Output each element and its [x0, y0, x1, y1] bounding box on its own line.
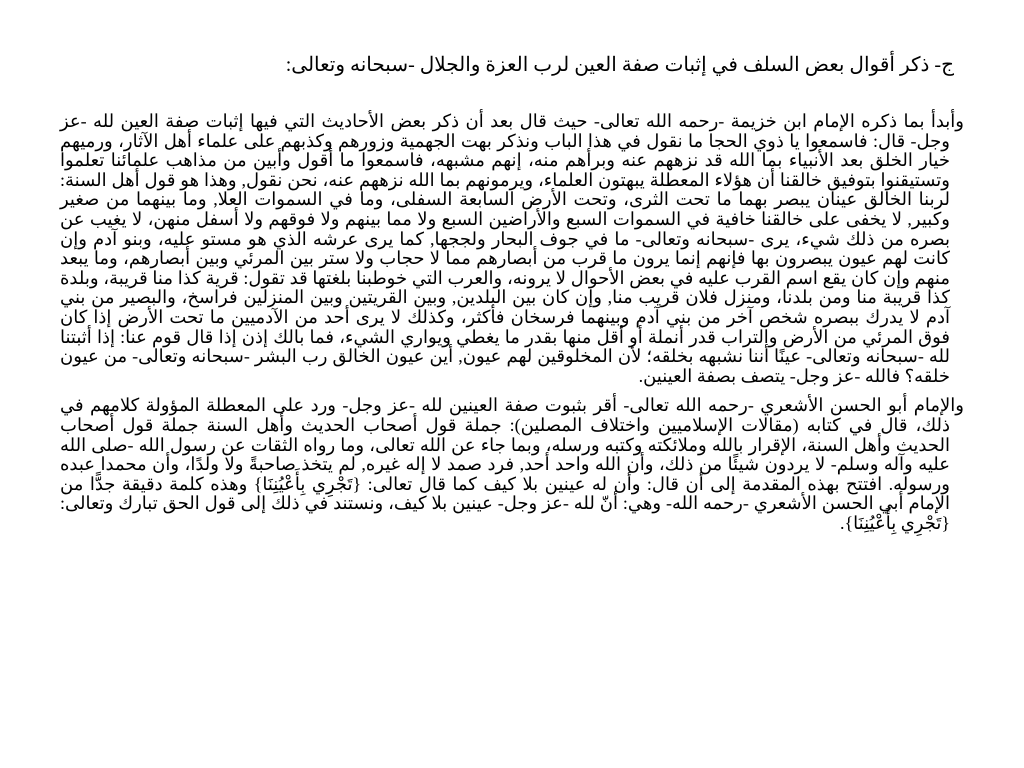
paragraph-al-ashari: والإمام أبو الحسن الأشعري -رحمه الله تعالى- أقر بثبوت صفة العينين لله -عز وجل- ورد على المعطلة المؤولة كلامهم في ذلك، قال في كتابه (مقالات الإسلاميين واختلاف المصلين): جملة قول أصحاب الحديث وأهل السنة جملة قول أصحاب الحديث وأهل السنة، الإقرار بالله وملائكته وكتبه ورسله، وبما جاء عن الله تعالى، وما رواه الثقات عن رسول الله -صلى الله عليه وآله وسلم- لا يردون شيئًا من ذلك، وأن الله واحد أحد, فرد صمد لا إله غيره, لم يتخذ صاحبةً ولا ولدًا، وأن محمدا عبده ورسوله. افتتح بهذه المقدمة إلى أن قال: وأن له عينين بلا كيف كما قال تعالى: {تَجْرِي بِأَعْيُنِنَا} وهذه كلمة دقيقة جدًّا من الإمام أبي الحسن الأشعري -رحمه الله- وهي: أنّ لله -عز وجل- عينين بلا كيف، ونستند في ذلك إلى قول الحق تبارك وتعالى: {تَجْرِي بِأَعْيُنِنَا}. [60, 395, 964, 533]
document-page [60, 0, 964, 768]
section-heading: ج- ذكر أقوال بعض السلف في إثبات صفة العين لرب العزة والجلال -سبحانه وتعالى: [285, 54, 954, 76]
paragraph-ibn-khuzaymah: وأبدأ بما ذكره الإمام ابن خزيمة -رحمه الله تعالى- حيث قال بعد أن ذكر بعض الأحاديث التي فيها إثبات صفة العين لله -عز وجل- قال: فاسمعوا يا ذوي الحجا ما نقول في هذا الباب ونذكر بهت الجهمية وزورهم وكذبهم على علماء أهل الآثار، ورميهم خيار الخلق بعد الأنبياء بما الله قد نزههم عنه وبرأهم منه، إنهم مشبهه، فاسمعوا ما أقول وأبين من مذاهب علمائنا تعلموا وتستيقنوا بتوفيق خالقنا أن هؤلاء المعطلة يبهتون العلماء، ويرمونهم بما الله نزههم عنه، نحن نقول, وهذا هو قول أهل السنة: لربنا الخالق عينان يبصر بهما ما تحت الثرى، وتحت الأرض السابعة السفلى، وما في السموات العلا, وما بينهما من صغير وكبير, لا يخفى على خالقنا خافية في السموات السبع والأراضين السبع ولا مما بينهم ولا فوقهم ولا أسفل منهن، لا يغيب عن بصره من ذلك شيء، يرى -سبحانه وتعالى- ما في جوف البحار ولججها, كما يرى عرشه الذي هو مستو عليه، وبنو آدم وإن كانت لهم عيون يبصرون بها فإنهم إنما يرون ما قرب من أبصارهم مما لا حجاب ولا ستر بين المرئي وبين أبصارهم، وما يبعد منهم وإن كان يقع اسم القرب عليه في بعض الأحوال لا يرونه، والعرب التي خوطبنا بلغتها قد تقول: قرية كذا منا قريبة، وبلدة كذا قريبة منا ومن بلدنا، ومنزل فلان قريب منا, وإن كان بين البلدين, وبين القريتين وبين المنزلين فراسخ، والبصير من بني آدم لا يدرك ببصره شخص آخر من بني آدم وبينهما فرسخان فأكثر، وكذلك لا يرى أحد من الآدميين ما تحت الأرض إذا كان فوق المرئي من الأرض والتراب قدر أنملة أو أقل منها بقدر ما يغطي ويواري الشيء، فما بالك إذن إذا قال قوم عنا: إذا أثبتنا لله -سبحانه وتعالى- عينًا أننا نشبهه بخلقه؛ لأن المخلوقين لهم عيون, أين عيون الخالق رب البشر -سبحانه وتعالى- من عيون خلقه؟ فالله -عز وجل- يتصف بصفة العينين. [60, 111, 965, 386]
document-body [60, 112, 964, 543]
